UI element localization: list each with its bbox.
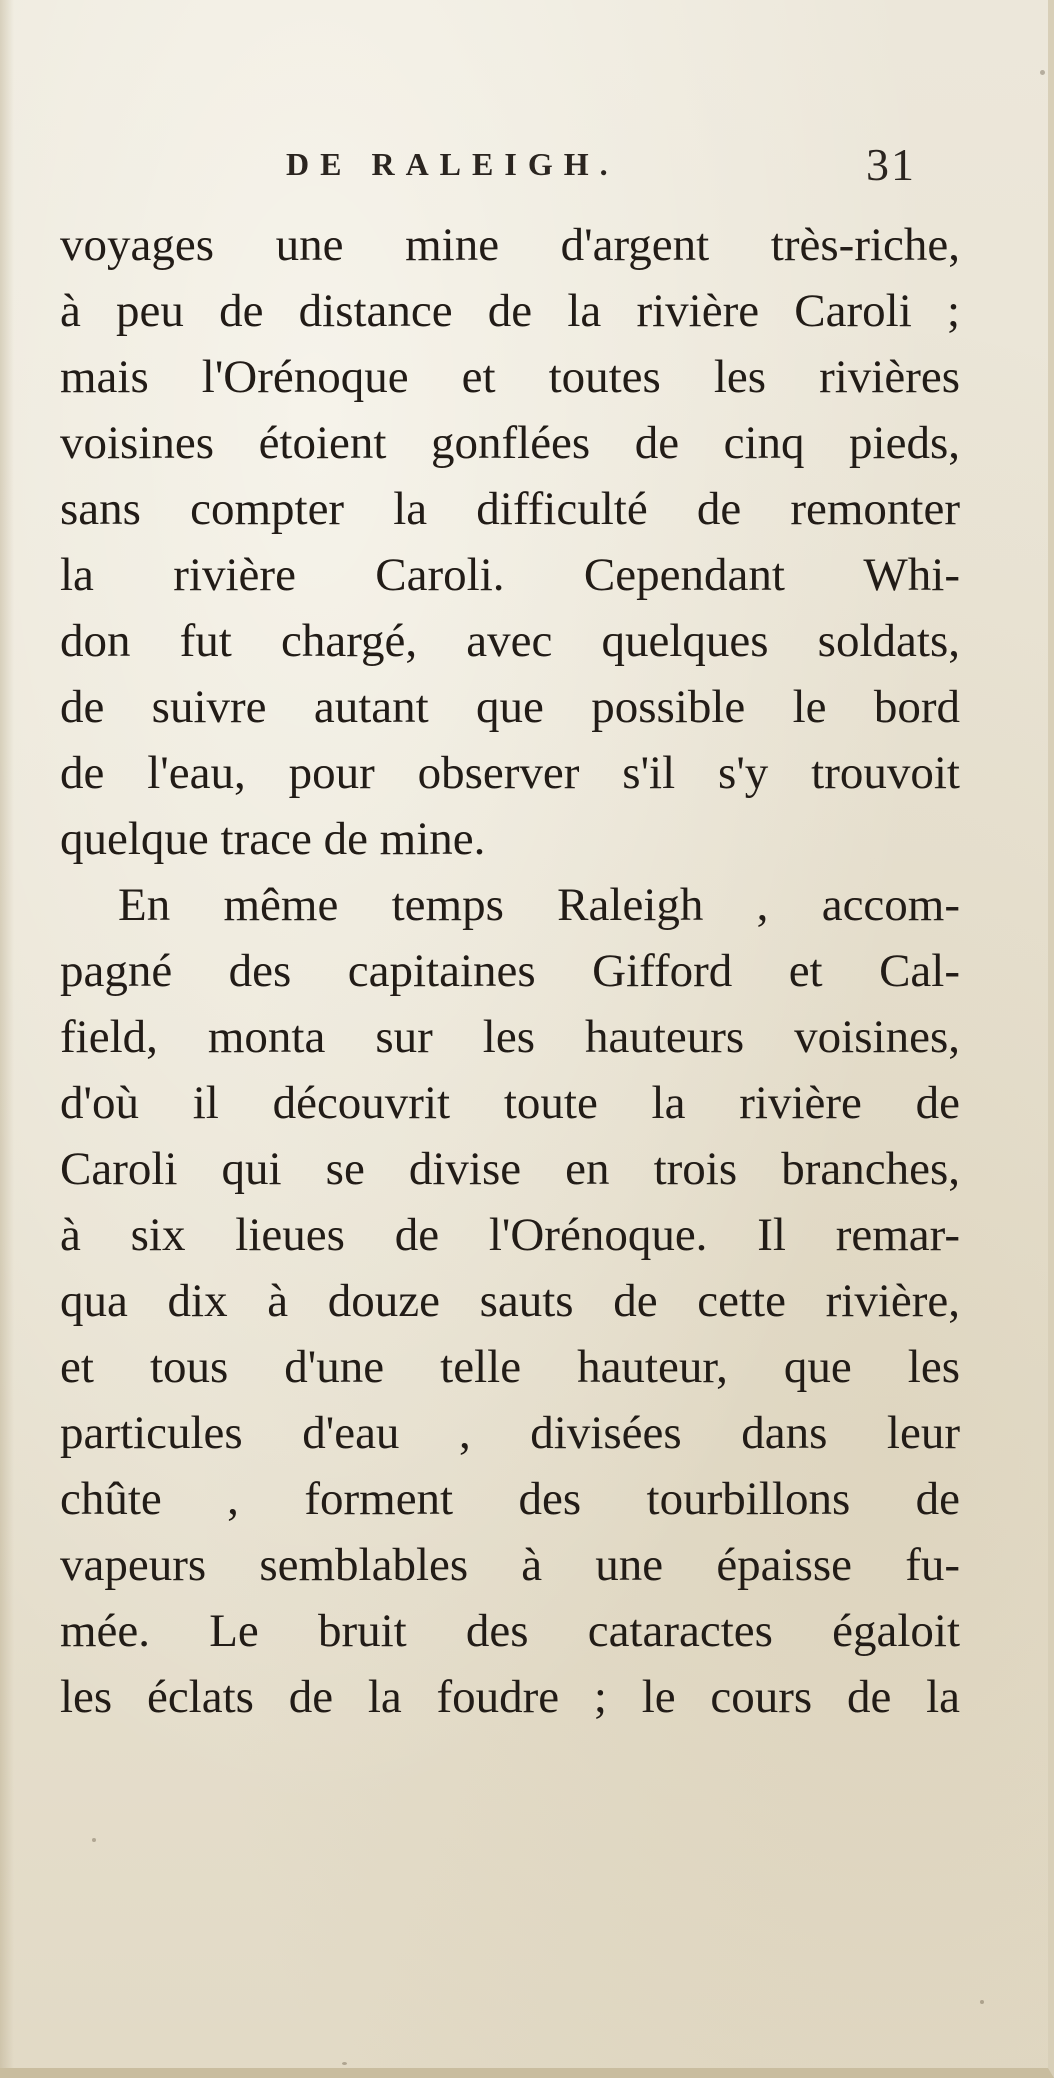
text-line: pagné des capitaines Gifford et Cal- bbox=[60, 945, 960, 997]
text-line: Caroli qui se divise en trois branches, bbox=[60, 1143, 960, 1195]
text-line: En même temps Raleigh , accom- bbox=[118, 879, 960, 931]
text-line: sans compter la difficulté de remonter bbox=[60, 483, 960, 535]
page-header bbox=[0, 138, 1054, 198]
body-text bbox=[60, 212, 960, 1730]
page-edge-shadow bbox=[0, 0, 14, 2068]
text-line: de suivre autant que possible le bord bbox=[60, 681, 960, 733]
text-line: voisines étoient gonflées de cinq pieds, bbox=[60, 417, 960, 469]
text-line: field, monta sur les hauteurs voisines, bbox=[60, 1011, 960, 1063]
text-line: quelque trace de mine. bbox=[60, 813, 486, 865]
text-line: vapeurs semblables à une épaisse fu- bbox=[60, 1539, 960, 1591]
paper-fleck bbox=[1040, 70, 1045, 75]
text-line: les éclats de la foudre ; le cours de la bbox=[60, 1671, 960, 1723]
paper-fleck bbox=[92, 1838, 96, 1842]
text-line: mais l'Orénoque et toutes les rivières bbox=[60, 351, 960, 403]
text-line: à peu de distance de la rivière Caroli ; bbox=[60, 285, 960, 337]
page-number: 31 bbox=[866, 139, 916, 190]
text-line: de l'eau, pour observer s'il s'y trouvoit bbox=[60, 747, 960, 799]
text-line: don fut chargé, avec quelques soldats, bbox=[60, 615, 960, 667]
text-line: à six lieues de l'Orénoque. Il remar- bbox=[60, 1209, 960, 1261]
text-line: particules d'eau , divisées dans leur bbox=[60, 1407, 960, 1459]
paper-fleck bbox=[980, 2000, 984, 2004]
text-line: d'où il découvrit toute la rivière de bbox=[60, 1077, 960, 1129]
text-line: voyages une mine d'argent très-riche, bbox=[60, 219, 960, 271]
text-line: la rivière Caroli. Cependant Whi- bbox=[60, 549, 960, 601]
running-head: DE RALEIGH. bbox=[286, 146, 619, 182]
text-line: et tous d'une telle hauteur, que les bbox=[60, 1341, 960, 1393]
text-line: chûte , forment des tourbillons de bbox=[60, 1473, 960, 1525]
text-line: mée. Le bruit des cataractes égaloit bbox=[60, 1605, 960, 1657]
paper-fleck bbox=[342, 2062, 347, 2065]
text-line: qua dix à douze sauts de cette rivière, bbox=[60, 1275, 960, 1327]
